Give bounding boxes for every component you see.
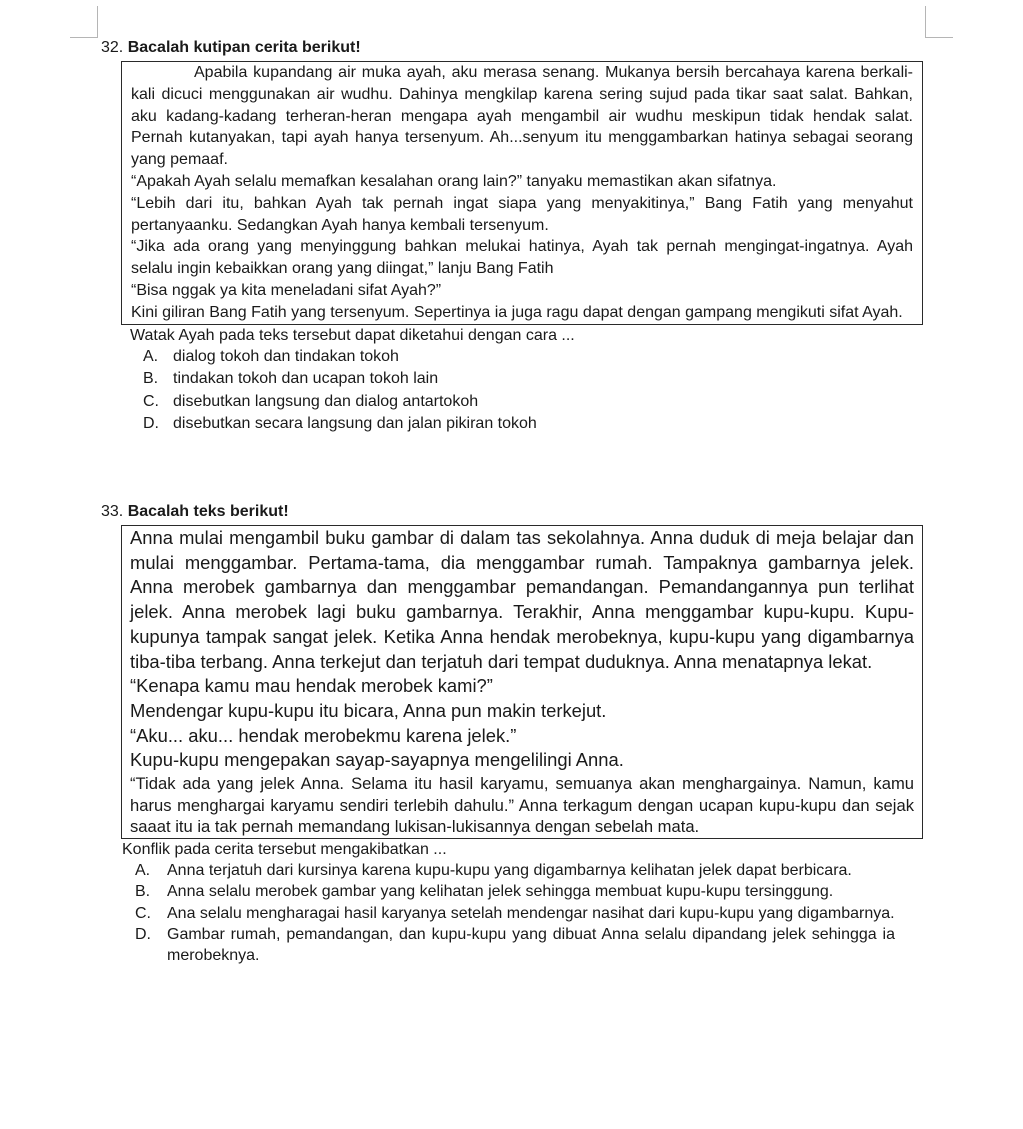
answer-option-a[interactable] <box>143 346 923 369</box>
option-text: dialog tokoh dan tindakan tokoh <box>173 347 399 365</box>
option-text: disebutkan langsung dan dialog antartokoh <box>173 392 479 410</box>
option-letter: C. <box>135 904 151 922</box>
option-letter: C. <box>143 392 159 410</box>
page-corner-mark-top-left <box>70 37 98 38</box>
page-corner-mark-top-right <box>925 6 926 38</box>
option-letter: B. <box>135 883 151 901</box>
question-33 <box>101 502 923 967</box>
option-letter: A. <box>143 347 159 365</box>
page-corner-mark-top-right <box>925 37 953 38</box>
passage-paragraph: Apabila kupandang air muka ayah, aku merasa senang. Mukanya bersih bercahaya karena berkali-kali dicuci menggunakan air wudhu. Dahinya mengkilap karena sering sujud pada tikar saat salat. Bahkan, aku kadang-kadang terheran-heran mengapa ayah mengambil air wudhu meskipun tidak hendak salat. Pernah kutanyakan, tapi ayah hanya tersenyum. Ah...senyum itu menggambarkan hatinya sebagai seorang yang pemaaf. <box>131 64 913 169</box>
option-letter: D. <box>143 415 159 433</box>
option-text: Anna terjatuh dari kursinya karena kupu-kupu yang digambarnya kelihatan jelek dapat berbicara. <box>167 861 852 879</box>
answer-option-c[interactable] <box>135 903 895 924</box>
option-text: Anna selalu merobek gambar yang kelihatan jelek sehingga membuat kupu-kupu tersinggung. <box>167 883 834 901</box>
answer-options <box>143 346 923 436</box>
question-title: Bacalah teks berikut! <box>127 503 289 520</box>
passage-paragraph: “Jika ada orang yang menyinggung bahkan melukai hatinya, Ayah tak pernah mengingat-ingatnya. Ayah selalu ingin kebaikkan orang yang diingat,” lanju Bang Fatih <box>131 238 913 278</box>
option-letter: A. <box>135 861 151 879</box>
answer-option-d[interactable] <box>135 924 895 966</box>
question-stem: Watak Ayah pada teks tersebut dapat diketahui dengan cara ... <box>130 326 575 344</box>
question-title: Bacalah kutipan cerita berikut! <box>127 39 361 56</box>
passage-paragraph: “Apakah Ayah selalu memafkan kesalahan orang lain?” tanyaku memastikan akan sifatnya. <box>131 172 777 190</box>
answer-option-b[interactable] <box>143 368 923 391</box>
question-number: 32. <box>101 39 124 56</box>
option-text: Gambar rumah, pemandangan, dan kupu-kupu yang dibuat Anna selalu dipandang jelek sehingga ia merobeknya. <box>167 926 895 965</box>
question-32 <box>101 38 923 436</box>
question-number: 33. <box>101 503 124 520</box>
passage-paragraph: “Bisa nggak ya kita meneladani sifat Ayah?” <box>131 281 442 299</box>
option-text: tindakan tokoh dan ucapan tokoh lain <box>173 370 439 388</box>
answer-option-c[interactable] <box>143 391 923 414</box>
answer-option-a[interactable] <box>135 860 895 881</box>
passage-paragraph: Anna mulai mengambil buku gambar di dalam tas sekolahnya. Anna duduk di meja belajar dan mulai menggambar. Pertama-tama, dia menggambar rumah. Tampaknya gambarnya jelek. Anna merobek gambarnya dan menggambar pemandangan. Pemandangannya pun terlihat jelek. Anna merobek lagi buku gambarnya. Terakhir, Anna menggambar kupu-kupu. Kupu-kupunya tampak sangat jelek. Ketika Anna hendak merobeknya, kupu-kupu yang digambarnya tiba-tiba terbang. Anna terkejut dan terjatuh dari tempat duduknya. Anna menatapnya lekat. <box>130 527 914 672</box>
passage-paragraph: “Lebih dari itu, bahkan Ayah tak pernah ingat siapa yang menyakitinya,” Bang Fatih yang menyahut pertanyaanku. Sedangkan Ayah hanya kembali tersenyum. <box>131 194 913 234</box>
passage-paragraph: Mendengar kupu-kupu itu bicara, Anna pun makin terkejut. <box>130 699 607 721</box>
passage-paragraph: Kupu-kupu mengepakan sayap-sayapnya mengelilingi Anna. <box>130 749 624 771</box>
question-header <box>101 38 923 58</box>
story-text-box <box>121 525 923 839</box>
option-letter: D. <box>135 926 151 944</box>
story-excerpt-box <box>121 61 923 325</box>
option-text: Ana selalu mengharagai hasil karyanya setelah mendengar nasihat dari kupu-kupu yang digambarnya. <box>167 904 895 922</box>
question-stem: Konflik pada cerita tersebut mengakibatkan ... <box>122 840 447 858</box>
page-corner-mark-top-left <box>97 6 98 38</box>
answer-option-d[interactable] <box>143 413 923 436</box>
passage-paragraph: Kini giliran Bang Fatih yang tersenyum. Sepertinya ia juga ragu dapat dengan gampang mengikuti sifat Ayah. <box>131 303 903 321</box>
answer-option-b[interactable] <box>135 881 895 902</box>
question-header <box>101 502 923 522</box>
passage-paragraph: “Aku... aku... hendak merobekmu karena jelek.” <box>130 724 517 746</box>
option-letter: B. <box>143 370 159 388</box>
answer-options <box>135 860 895 967</box>
option-text: disebutkan secara langsung dan jalan pikiran tokoh <box>173 415 537 433</box>
passage-paragraph: “Tidak ada yang jelek Anna. Selama itu hasil karyamu, semuanya akan menghargainya. Namun, kamu harus menghargai karyamu sendiri terlebih dahulu.” Anna terkagum dengan ucapan kupu-kupu dan sejak saaat itu ia tak pernah memandang lukisan-lukisannya dengan sebelah mata. <box>130 774 914 837</box>
passage-paragraph: “Kenapa kamu mau hendak merobek kami?” <box>130 675 493 697</box>
